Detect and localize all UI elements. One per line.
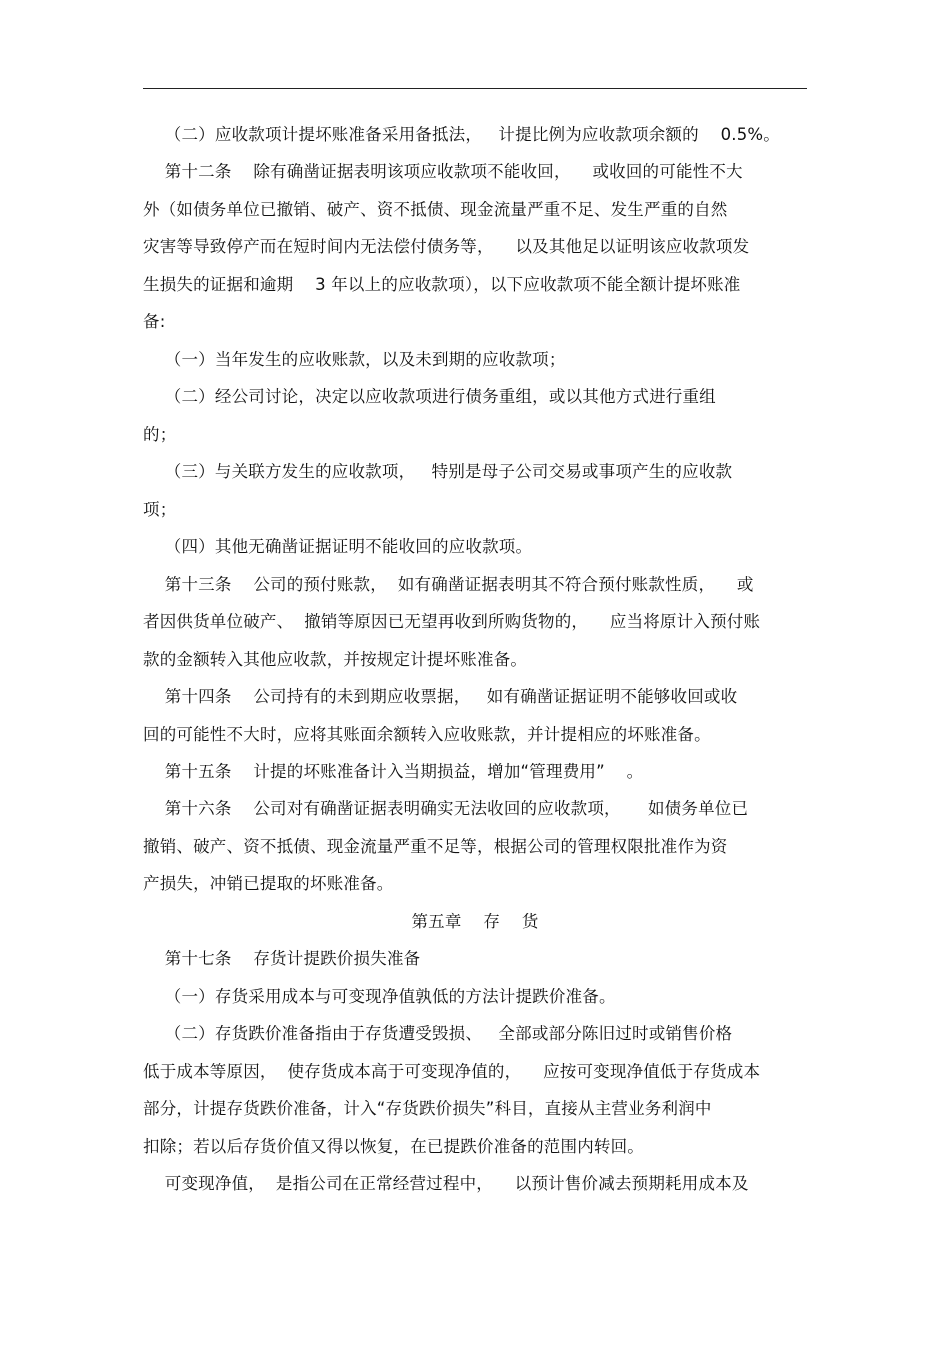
- paragraph-line: 低于成本等原因， 使存货成本高于可变现净值的， 应按可变现净值低于存货成本: [143, 1062, 761, 1081]
- paragraph-line: 回的可能性不大时，应将其账面余额转入应收账款，并计提相应的坏账准备。: [143, 725, 711, 744]
- paragraph-line: 灾害等导致停产而在短时间内无法偿付债务等， 以及其他足以证明该应收款项发: [143, 237, 750, 256]
- paragraph-line: 第十七条 存货计提跌价损失准备: [143, 949, 421, 968]
- paragraph-line: （四）其他无确凿证据证明不能收回的应收款项。: [143, 537, 533, 556]
- paragraph-line: 扣除；若以后存货价值又得以恢复，在已提跌价准备的范围内转回。: [143, 1137, 644, 1156]
- paragraph-line: 产损失，冲销已提取的坏账准备。: [143, 874, 394, 893]
- paragraph-line: 部分，计提存货跌价准备，计入“存货跌价损失”科目，直接从主营业务利润中: [143, 1099, 712, 1118]
- paragraph-line: （二）应收款项计提坏账准备采用备抵法， 计提比例为应收款项余额的 0.5%。: [143, 125, 781, 144]
- paragraph-line: 第十四条 公司持有的未到期应收票据， 如有确凿证据证明不能够收回或收: [143, 687, 738, 706]
- paragraph-line: 项；: [143, 500, 177, 519]
- paragraph-line: 第十三条 公司的预付账款， 如有确凿证据表明其不符合预付账款性质， 或: [143, 575, 754, 594]
- paragraph-line: 可变现净值， 是指公司在正常经营过程中， 以预计售价减去预期耗用成本及: [143, 1174, 749, 1193]
- paragraph-line: 第十六条 公司对有确凿证据表明确实无法收回的应收款项， 如债务单位已: [143, 799, 749, 818]
- paragraph-line: 备:: [143, 312, 166, 331]
- chapter-heading: 第五章 存 货: [411, 912, 539, 931]
- paragraph-line: 款的金额转入其他应收款，并按规定计提坏账准备。: [143, 650, 528, 669]
- paragraph-line: 的；: [143, 425, 177, 444]
- paragraph-line: 第十二条 除有确凿证据表明该项应收款项不能收回， 或收回的可能性不大: [143, 162, 743, 181]
- paragraph-line: （二）经公司讨论，决定以应收款项进行债务重组，或以其他方式进行重组: [143, 387, 716, 406]
- paragraph-line: 生损失的证据和逾期 3 年以上的应收款项），以下应收款项不能全额计提坏账准: [143, 275, 741, 294]
- paragraph-line: 者因供货单位破产、 撤销等原因已无望再收到所购货物的， 应当将原计入预付账: [143, 612, 761, 631]
- paragraph-line: 撤销、破产、资不抵债、现金流量严重不足等，根据公司的管理权限批准作为资: [143, 837, 728, 856]
- header-rule: [143, 88, 807, 89]
- paragraph-line: （三）与关联方发生的应收款项， 特别是母子公司交易或事项产生的应收款: [143, 462, 733, 481]
- paragraph-line: （一）存货采用成本与可变现净值孰低的方法计提跌价准备。: [143, 987, 616, 1006]
- paragraph-line: 第十五条 计提的坏账准备计入当期损益，增加“管理费用” 。: [143, 762, 644, 781]
- paragraph-line: （二）存货跌价准备指由于存货遭受毁损、 全部或部分陈旧过时或销售价格: [143, 1024, 733, 1043]
- paragraph-line: 外（如债务单位已撤销、破产、资不抵债、现金流量严重不足、发生严重的自然: [143, 200, 728, 219]
- paragraph-line: （一）当年发生的应收账款，以及未到期的应收款项；: [143, 350, 566, 369]
